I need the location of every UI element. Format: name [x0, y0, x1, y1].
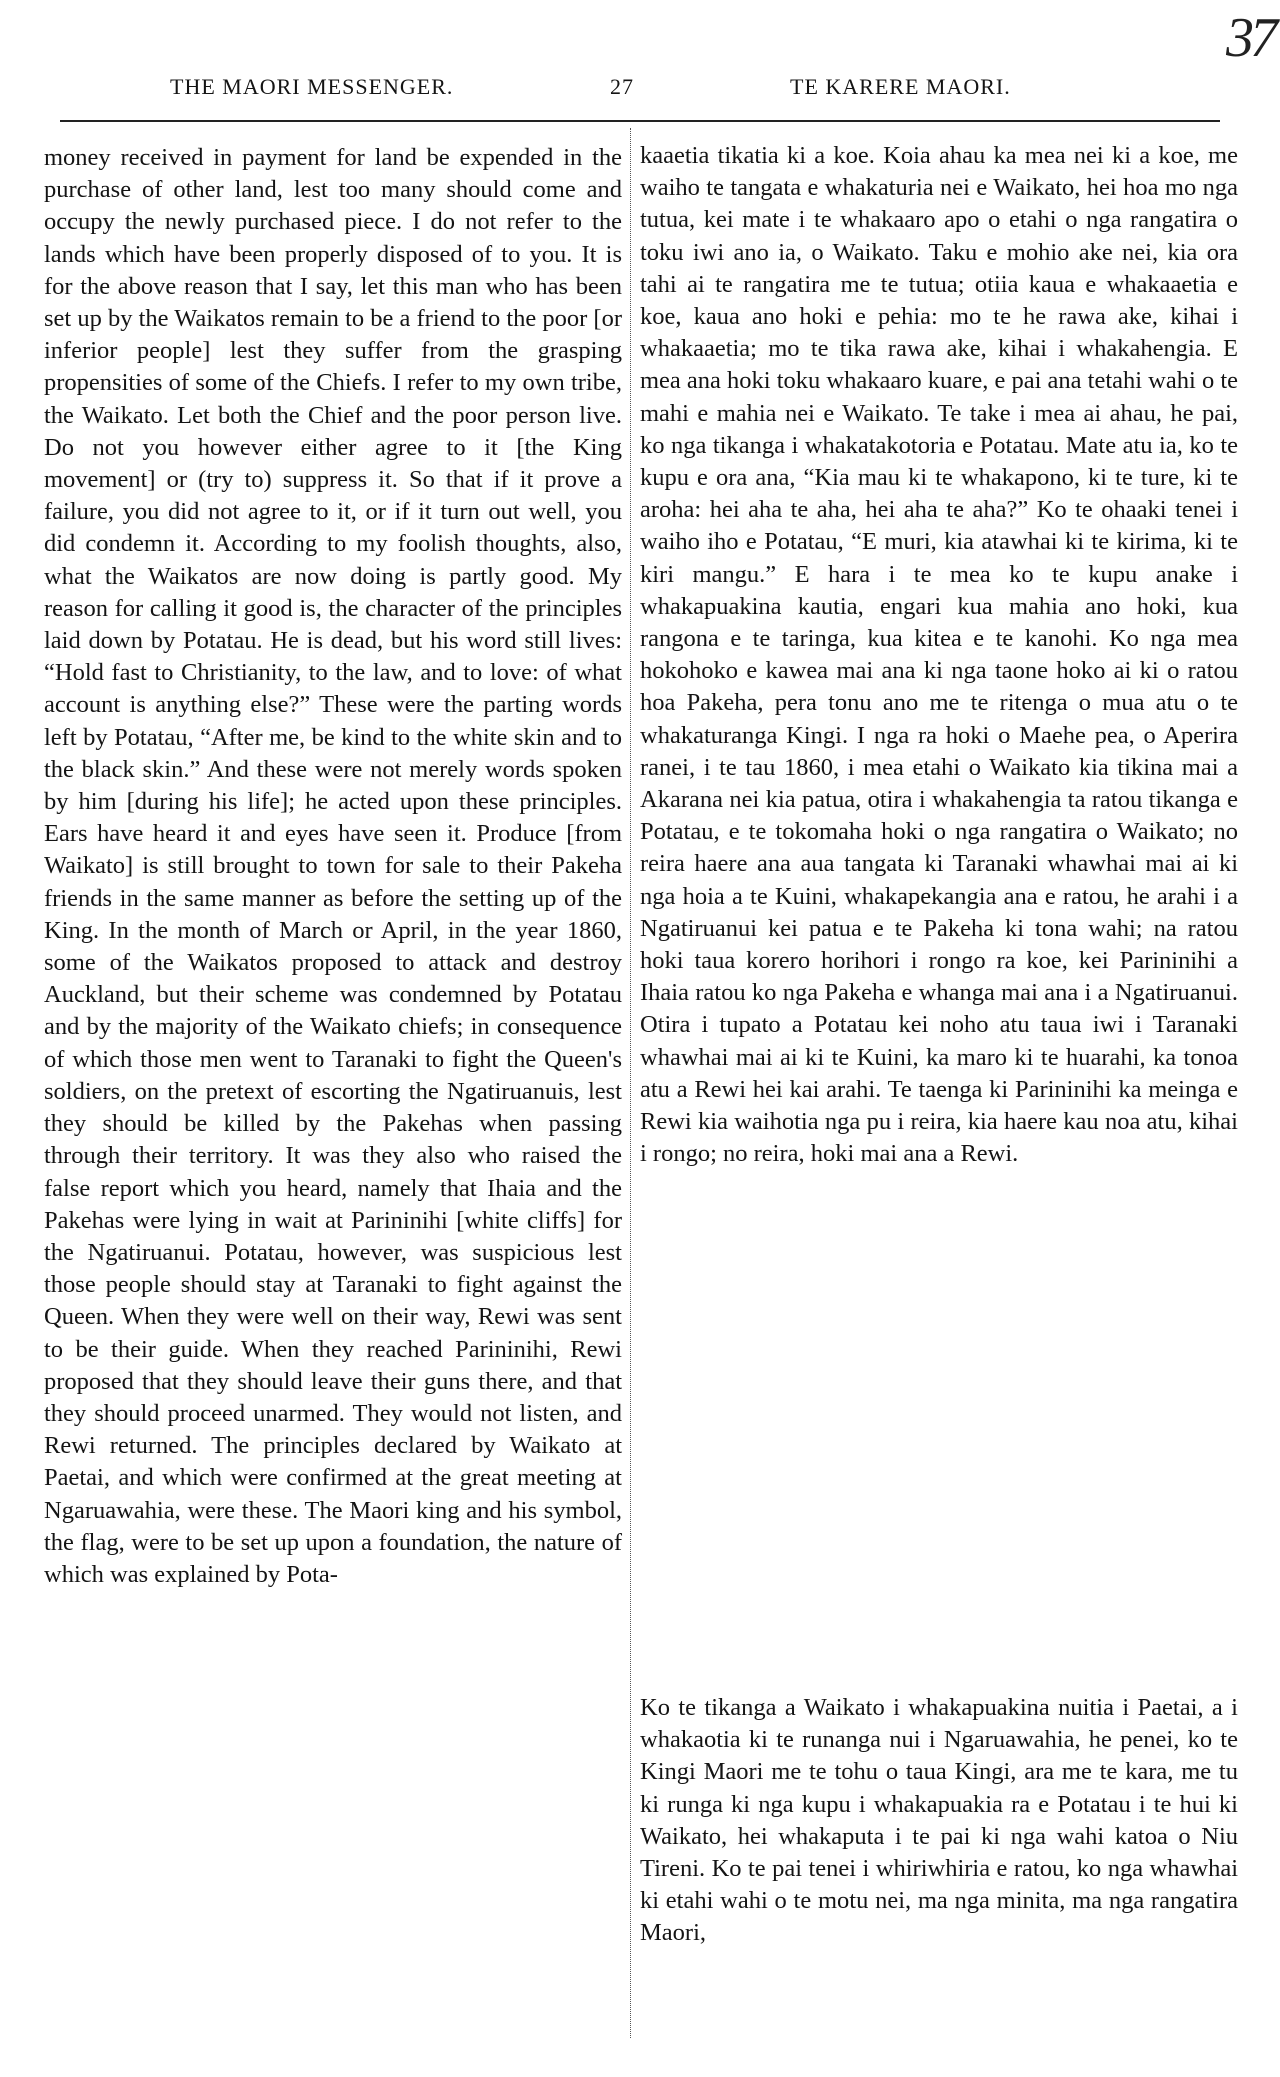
maori-column	[640, 140, 1238, 1171]
header-maori-title: TE KARERE MAORI.	[790, 74, 1011, 99]
maori-column-continued	[640, 1692, 1238, 1950]
english-column	[44, 142, 622, 1591]
maori-paragraph-1: kaaetia tikatia ki a koe. Koia ahau ka mea nei ki a koe, me waiho te tangata e whakaturia nei e Waikato, hei hoa mo nga tutua, kei mate i te whakaaro apo o etahi o nga rangatira o toku iwi ano ia, o Waikato. Taku e mohio ake nei, kia ora tahi ai te rangatira me te tutua; otiia kaua e whakaaetia e koe, kaua ano hoki e pehia: mo te he rawa ake, kihai i whakaaetia; mo te tika rawa ake, kihai i whakahengia. E mea ana hoki toku whakaaro kuare, e pai ana tetahi wahi o te mahi e mahia nei e Waikato. Te take i mea ai ahau, he pai, ko nga tikanga i whakatakotoria e Potatau. Mate atu ia, ko te kupu e ora ana, “Kia mau ki te whakapono, ki te ture, ki te aroha: hei aha te aha, hei aha te aha?” Ko te ohaaki tenei i waiho iho e Potatau, “E muri, kia atawhai ki te kirima, ki te kiri mangu.” E hara i te mea ko te kupu anake i whakapuakina kautia, engari kua mahia ano hoki, kua rangona e te taringa, kua kitea e te kanohi. Ko nga mea hokohoko e kawea mai ana ki nga taone hoko ai ki o ratou hoa Pakeha, pera tonu ano me te ritenga o mua atu o te whakaturanga Kingi. I nga ra hoki o Maehe pea, o Aperira ranei, i te tau 1860, i mea etahi o Waikato kia tikina mai a Akarana nei kia patua, otira i whakahengia ta ratou tikanga e Potatau, e te tokomaha hoki o nga rangatira o Waikato; no reira haere ana aua tangata ki Taranaki whawhai mai ai ki nga hoia a te Kuini, whakapekangia ana e ratou, he arahi i a Ngatiruanui kei patua e te Pakeha ki tona wahi; na ratou hoki taua korero horihori i rongo ra koe, kei Parininihi a Ihaia ratou ko nga Pakeha e whanga mai ana i a Ngatiruanui. Otira i tupato a Potatau kei noho atu taua iwi i Taranaki whawhai mai ai ki te Kuini, ka maro ki te huarahi, ka tonoa atu a Rewi hei kai arahi. Te taenga ki Parininihi ka meinga e Rewi kia waihotia nga pu i reira, kia haere kau noa atu, kihai i rongo; no reira, hoki mai ana a Rewi.	[640, 142, 1238, 1168]
running-header	[170, 74, 1070, 108]
header-rule	[60, 120, 1220, 122]
folio-mark: 37	[1226, 7, 1274, 69]
column-divider	[630, 128, 631, 2038]
english-paragraph: money received in payment for land be expended in the purchase of other land, lest too many should come and occupy the newly purchased piece. I do not refer to the lands which have been properly disposed of to you. It is for the above reason that I say, let this man who has been set up by the Waikatos remain to be a friend to the poor [or inferior people] lest they suffer from the grasping propensities of some of the Chiefs. I refer to my own tribe, the Waikato. Let both the Chief and the poor person live. Do not you however either agree to it [the King movement] or (try to) suppress it. So that if it prove a failure, you did not agree to it, or if it turn out well, you did condemn it. According to my foolish thoughts, also, what the Waikatos are now doing is partly good. My reason for calling it good is, the character of the principles laid down by Potatau. He is dead, but his word still lives: “Hold fast to Christianity, to the law, and to love: of what account is anything else?” These were the parting words left by Potatau, “After me, be kind to the white skin and to the black skin.” And these were not merely words spoken by him [during his life]; he acted upon these principles. Ears have heard it and eyes have seen it. Produce [from Waikato] is still brought to town for sale to their Pakeha friends in the same manner as before the setting up of the King. In the month of March or April, in the year 1860, some of the Waikatos proposed to attack and destroy Auckland, but their scheme was condemned by Potatau and by the majority of the Waikato chiefs; in consequence of which those men went to Taranaki to fight the Queen's soldiers, on the pretext of escorting the Ngatiruanuis, lest they should be killed by the Pakehas when passing through their territory. It was they also who raised the false report which you heard, namely that Ihaia and the Pakehas were lying in wait at Parininihi [white cliffs] for the Ngatiruanui. Potatau, however, was suspicious lest those people should stay at Taranaki to fight against the Queen. When they were well on their way, Rewi was sent to be their guide. When they reached Parininihi, Rewi proposed that they should leave their guns there, and that they should proceed unarmed. They would not listen, and Rewi returned. The principles declared by Waikato at Paetai, and which were confirmed at the great meeting at Ngaruawahia, were these. The Maori king and his symbol, the flag, were to be set up upon a foundation, the nature of which was explained by Pota-	[44, 144, 622, 1588]
maori-paragraph-2: Ko te tikanga a Waikato i whakapuakina nuitia i Paetai, a i whakaotia ki te runanga nui i Ngaruawahia, he penei, ko te Kingi Maori me te tohu o taua Kingi, ara me te kara, me tu ki runga ki nga kupu i whakapuakia ra e Potatau i te hui ki Waikato, hei whakaputa i te pai ki nga wahi katoa o Niu Tireni. Ko te pai tenei i whiriwhiria e ratou, ko nga whawhai ki etahi wahi o te motu nei, ma nga minita, ma nga rangatira Maori,	[640, 1694, 1238, 1947]
page-number: 27	[610, 74, 634, 99]
header-english-title: THE MAORI MESSENGER.	[170, 74, 454, 99]
